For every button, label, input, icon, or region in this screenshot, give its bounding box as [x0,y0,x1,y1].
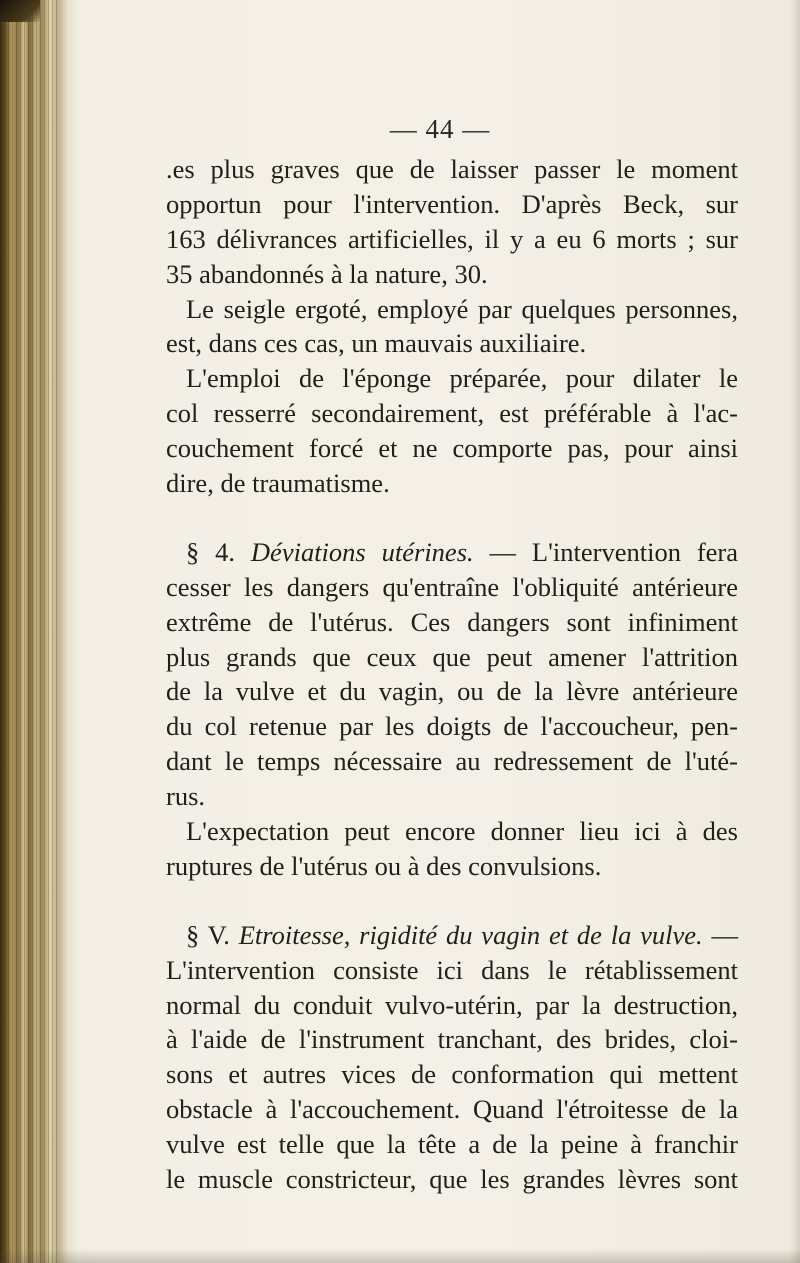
section-text: — L'intervention fera [473,536,739,567]
page-edge-shadow [790,0,800,1263]
section-title: Etroitesse, rigidité du vagin et de la vulve. [238,919,703,950]
section-text: — [702,919,738,950]
text-line: de la vulve et du vagin, ou de la lèvre antérieure [166,676,738,707]
section-heading-4 [166,535,738,570]
binding-texture [0,0,60,1263]
paragraph-gap [166,501,738,535]
text-line: L'expectation peut encore donner lieu ici à des [186,816,738,847]
text-line: le muscle constricteur, que les grandes lèvres sont [166,1164,738,1195]
section-number: § V. [186,919,239,950]
text-line: normal du conduit vulvo-utérin, par la destruction, [166,989,738,1020]
text-line: couchement forcé et ne comporte pas, pour ainsi [166,433,738,464]
text-line: ruptures de l'utérus ou à des convulsions. [166,850,602,881]
body-text [166,152,738,1197]
text-line: obstacle à l'accouchement. Quand l'étroitesse de la [166,1094,738,1125]
text-line: 163 délivrances artificielles, il y a eu 6 morts ; sur [166,223,738,254]
page-number: — 44 — [389,114,491,144]
text-line: 35 abandonnés à la nature, 30. [166,258,488,289]
text-line: vulve est telle que la tête a de la peine à franchir [166,1129,738,1160]
text-line: col resserré secondairement, est préférable à l'ac- [166,398,738,429]
section-title: Déviations utérines. [250,536,474,567]
section-number: § 4. [186,536,251,567]
text-line: Le seigle ergoté, employé par quelques personnes, [186,293,738,324]
text-line: extrême de l'utérus. Ces dangers sont infiniment [166,606,738,637]
text-line: cesser les dangers qu'entraîne l'obliquité antérieure [166,571,738,602]
section-heading-5 [166,918,738,953]
text-line: dire, de traumatisme. [166,468,390,499]
text-line: sons et autres vices de conformation qui mettent [166,1059,738,1090]
text-line: rus. [166,781,206,812]
page-corner-shadow [0,0,40,22]
page-bottom-shadow [0,1249,800,1263]
text-line: .es plus graves que de laisser passer le moment [166,154,738,184]
text-line: du col retenue par les doigts de l'accoucheur, pen- [166,711,738,742]
paragraph-gap [166,884,738,918]
text-line: opportun pour l'intervention. D'après Beck, sur [166,188,738,219]
text-line: plus grands que ceux que peut amener l'attrition [166,641,738,672]
text-line: à l'aide de l'instrument tranchant, des brides, cloi- [166,1024,738,1055]
text-line: L'intervention consiste ici dans le rétablissement [166,954,738,985]
text-line: est, dans ces cas, un mauvais auxiliaire. [166,328,587,359]
text-line: dant le temps nécessaire au redressement de l'uté- [166,746,738,777]
text-line: L'emploi de l'éponge préparée, pour dilater le [186,363,738,394]
